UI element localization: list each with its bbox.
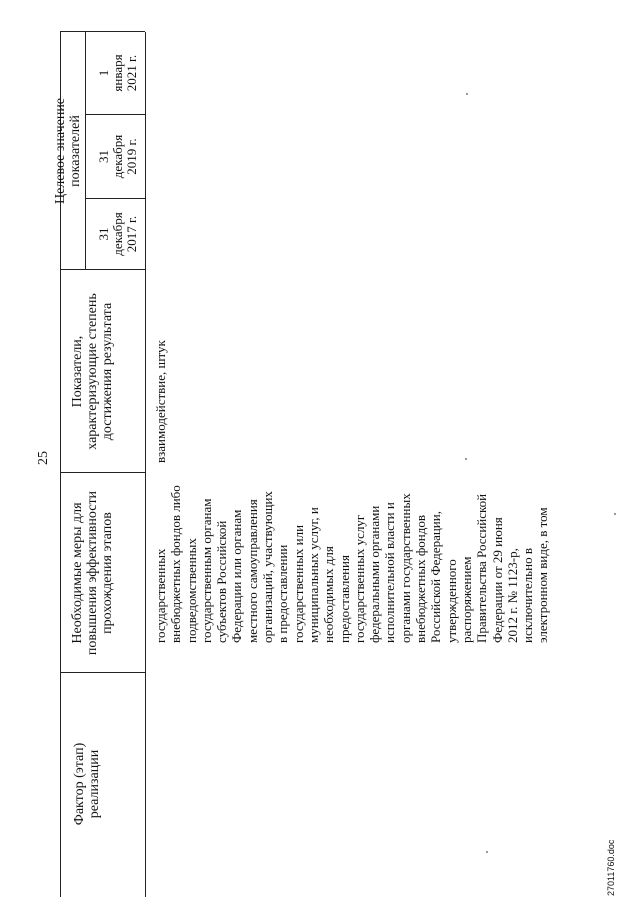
page-number: 25 <box>36 451 51 465</box>
target-subheader-rule <box>85 32 86 270</box>
date-column-divider <box>85 198 145 199</box>
scan-speck <box>465 458 467 460</box>
scan-speck <box>486 851 488 853</box>
table-header-bottom-border <box>145 32 146 897</box>
column-divider <box>60 672 145 673</box>
date-column-divider <box>85 114 145 115</box>
header-indicators: Показатели, характеризующие степень достижения результата <box>70 293 115 450</box>
scan-speck <box>466 93 468 95</box>
indicator-text: взаимодействие, штук <box>153 340 168 463</box>
document-code: 27011760.doc <box>606 839 616 896</box>
scan-speck <box>614 513 616 515</box>
header-factor: Фактор (этап) реализации <box>72 742 102 826</box>
date-2021: 1 января 2021 г. <box>96 54 139 92</box>
date-2019: 31 декабря 2019 г. <box>96 134 139 179</box>
column-divider <box>60 472 145 473</box>
measures-text: государственных внебюджетных фондов либо подведомственных государственным органам субъектов Российской Федерации или органам местного самоуправления организаций, участвующих в предоставлении государственных или муниципальных услуг, и необходимых для предоставления государственных услуг федеральными органами исполнительной власти и органами государственных внебюджетных фондов Российской Федерации, утвержденного распоряжением Правительства Российской Федерации от 29 июня 2012 г. № 1123-р, исключительно в электронном виде, в том <box>153 485 551 643</box>
column-divider <box>60 269 145 270</box>
header-measures: Необходимые меры для повышения эффективности прохождения этапов <box>70 490 115 656</box>
date-2017: 31 декабря 2017 г. <box>96 212 139 256</box>
header-target: Целевое значение показателей <box>53 97 83 205</box>
table-right-border <box>60 31 145 32</box>
